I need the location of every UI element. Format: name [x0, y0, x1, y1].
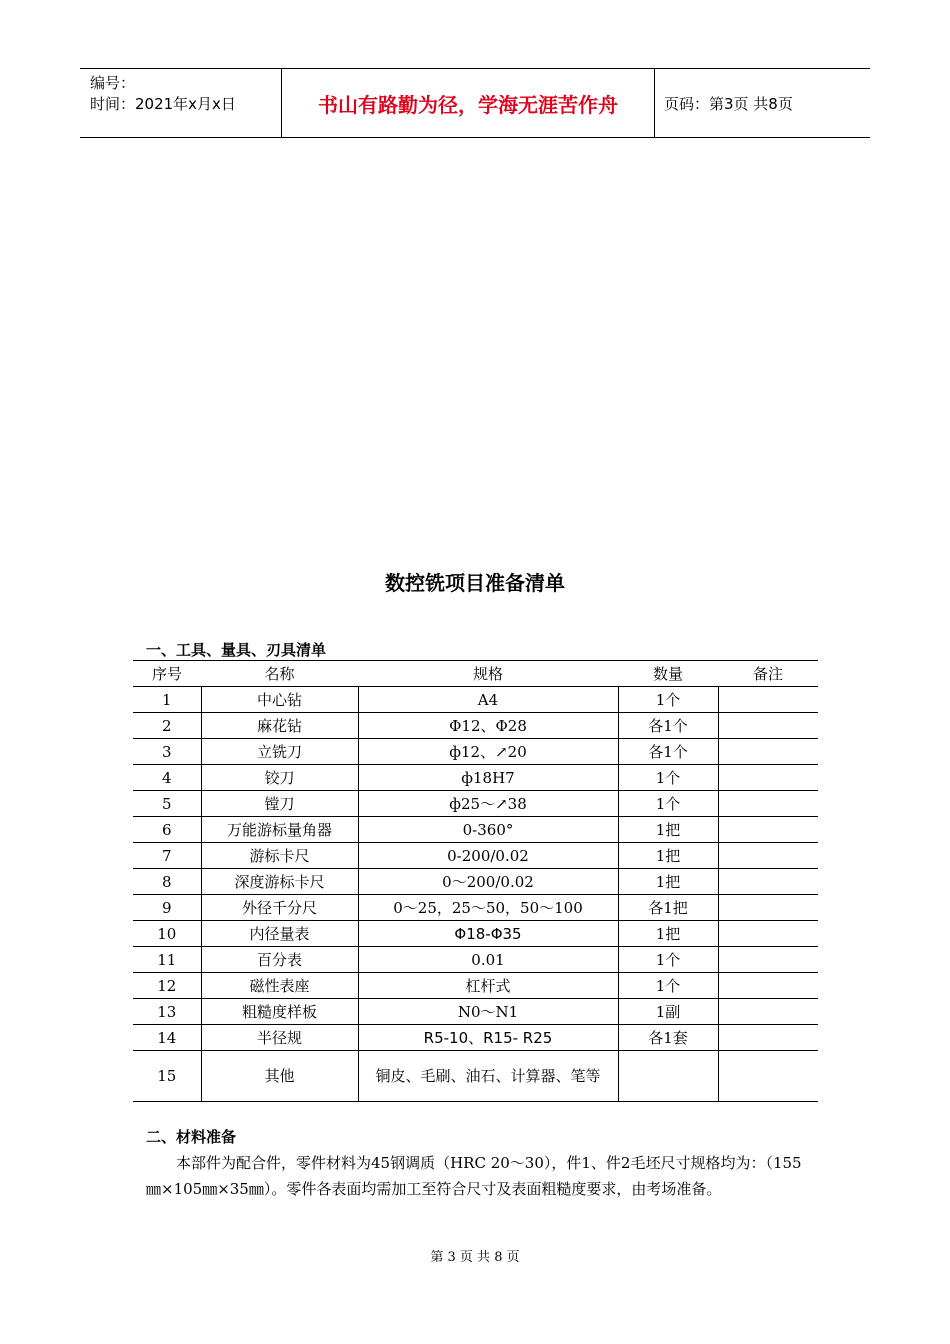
cell-note	[718, 817, 818, 843]
cell-spec: ф25～↗38	[358, 791, 618, 817]
cell-qty: 1把	[618, 921, 718, 947]
cell-no: 14	[133, 1025, 201, 1051]
cell-no: 3	[133, 739, 201, 765]
cell-name: 深度游标卡尺	[201, 869, 358, 895]
cell-spec: 铜皮、毛刷、油石、计算器、笔等	[358, 1051, 618, 1102]
table-row	[133, 999, 818, 1025]
section2-heading: 二、材料准备	[146, 1128, 237, 1146]
table-row	[133, 843, 818, 869]
section1-heading: 一、工具、量具、刃具清单	[146, 641, 327, 659]
cell-qty: 1个	[618, 687, 718, 713]
cell-qty: 各1套	[618, 1025, 718, 1051]
cell-name: 半径规	[201, 1025, 358, 1051]
cell-name: 粗糙度样板	[201, 999, 358, 1025]
table-row	[133, 713, 818, 739]
cell-note	[718, 765, 818, 791]
cell-qty: 1个	[618, 765, 718, 791]
col-header-spec: 规格	[358, 661, 618, 687]
cell-name: 内径量表	[201, 921, 358, 947]
cell-note	[718, 921, 818, 947]
cell-no: 5	[133, 791, 201, 817]
cell-note	[718, 1025, 818, 1051]
table-row	[133, 869, 818, 895]
cell-spec: Φ18-Φ35	[358, 921, 618, 947]
cell-spec: ф18H7	[358, 765, 618, 791]
table-row	[133, 739, 818, 765]
cell-note	[718, 895, 818, 921]
number-label: 编号：	[90, 74, 136, 92]
header-motto: 书山有路勤为径，学海无涯苦作舟	[281, 69, 655, 137]
cell-name: 万能游标量角器	[201, 817, 358, 843]
cell-spec: 0～25，25～50，50～100	[358, 895, 618, 921]
cell-no: 13	[133, 999, 201, 1025]
table-row	[133, 921, 818, 947]
cell-qty: 1个	[618, 947, 718, 973]
cell-no: 11	[133, 947, 201, 973]
table-row	[133, 1051, 818, 1102]
cell-name: 铰刀	[201, 765, 358, 791]
cell-qty: 1副	[618, 999, 718, 1025]
cell-qty: 1把	[618, 817, 718, 843]
cell-qty: 1个	[618, 973, 718, 999]
header-left	[80, 69, 281, 137]
cell-no: 12	[133, 973, 201, 999]
cell-name: 镗刀	[201, 791, 358, 817]
cell-note	[718, 739, 818, 765]
cell-no: 6	[133, 817, 201, 843]
table-row	[133, 817, 818, 843]
cell-name: 磁性表座	[201, 973, 358, 999]
cell-spec: Φ12、Φ28	[358, 713, 618, 739]
cell-name: 其他	[201, 1051, 358, 1102]
cell-spec: 0.01	[358, 947, 618, 973]
col-header-no: 序号	[133, 661, 201, 687]
cell-spec: N0～N1	[358, 999, 618, 1025]
cell-name: 游标卡尺	[201, 843, 358, 869]
col-header-note: 备注	[718, 661, 818, 687]
page-footer: 第 3 页 共 8 页	[430, 1250, 520, 1265]
cell-no: 10	[133, 921, 201, 947]
cell-spec: 杠杆式	[358, 973, 618, 999]
table-row	[133, 687, 818, 713]
cell-note	[718, 973, 818, 999]
cell-no: 4	[133, 765, 201, 791]
cell-qty: 各1个	[618, 713, 718, 739]
table-row	[133, 1025, 818, 1051]
page-header	[80, 68, 870, 138]
cell-note	[718, 843, 818, 869]
cell-name: 外径千分尺	[201, 895, 358, 921]
table-row	[133, 791, 818, 817]
table-row	[133, 973, 818, 999]
cell-note	[718, 1051, 818, 1102]
table-row	[133, 765, 818, 791]
cell-spec: R5-10、R15- R25	[358, 1025, 618, 1051]
col-header-name: 名称	[201, 661, 358, 687]
cell-spec: A4	[358, 687, 618, 713]
cell-qty: 1把	[618, 869, 718, 895]
table-row	[133, 947, 818, 973]
cell-note	[718, 999, 818, 1025]
cell-note	[718, 687, 818, 713]
table-row	[133, 895, 818, 921]
cell-no: 8	[133, 869, 201, 895]
header-page-info: 页码：第3页 共8页	[664, 94, 793, 113]
cell-qty: 1把	[618, 843, 718, 869]
cell-no: 1	[133, 687, 201, 713]
cell-no: 15	[133, 1051, 201, 1102]
cell-note	[718, 713, 818, 739]
cell-no: 2	[133, 713, 201, 739]
cell-note	[718, 869, 818, 895]
cell-spec: 0-360°	[358, 817, 618, 843]
cell-qty: 各1个	[618, 739, 718, 765]
cell-name: 中心钻	[201, 687, 358, 713]
cell-spec: ф12、↗20	[358, 739, 618, 765]
table-header-row	[133, 661, 818, 687]
cell-name: 麻花钻	[201, 713, 358, 739]
cell-spec: 0～200/0.02	[358, 869, 618, 895]
cell-no: 7	[133, 843, 201, 869]
cell-note	[718, 947, 818, 973]
cell-qty	[618, 1051, 718, 1102]
time-label: 时间：2021年x月x日	[90, 95, 236, 113]
materials-paragraph: 本部件为配合件，零件材料为45钢调质（HRC 20～30），件1、件2毛坯尺寸规格均为：（155㎜×105㎜×35㎜）。零件各表面均需加工至符合尺寸及表面粗糙度要求，由考场准备。	[146, 1154, 802, 1198]
cell-qty: 各1把	[618, 895, 718, 921]
tools-table	[133, 660, 818, 1102]
cell-no: 9	[133, 895, 201, 921]
cell-spec: 0-200/0.02	[358, 843, 618, 869]
cell-qty: 1个	[618, 791, 718, 817]
cell-note	[718, 791, 818, 817]
col-header-qty: 数量	[618, 661, 718, 687]
cell-name: 百分表	[201, 947, 358, 973]
document-title: 数控铣项目准备清单	[385, 571, 565, 595]
cell-name: 立铣刀	[201, 739, 358, 765]
